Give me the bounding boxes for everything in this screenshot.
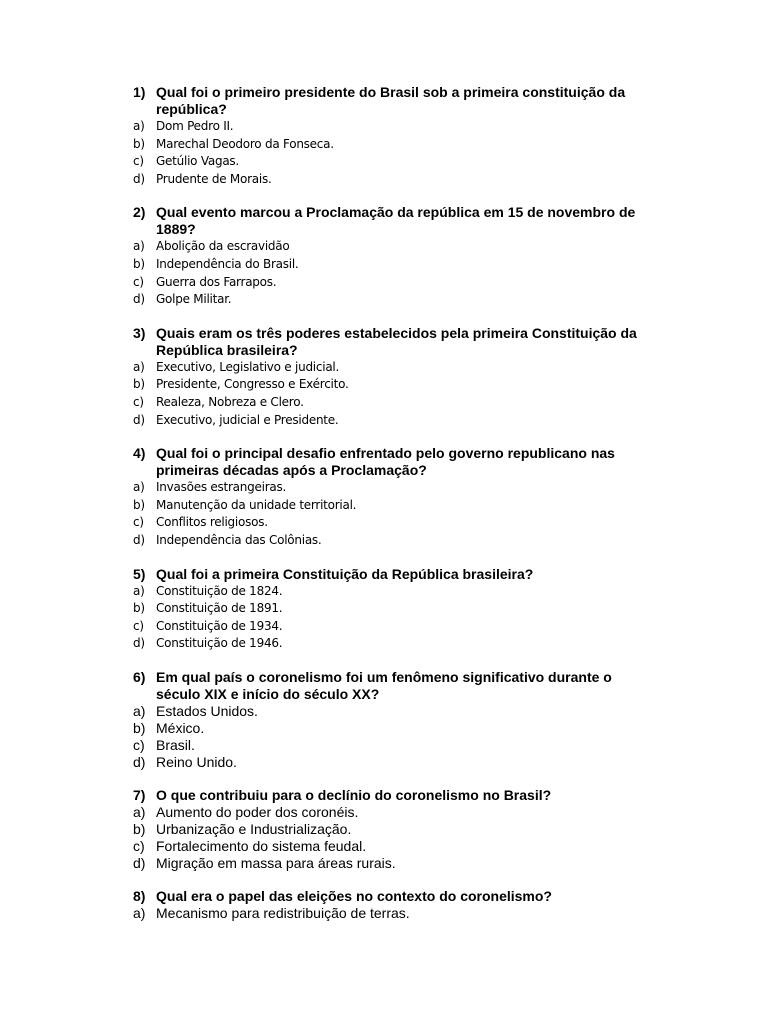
option-text: Mecanismo para redistribuição de terras.	[156, 904, 410, 921]
option-text: México.	[156, 719, 205, 736]
answer-option	[0, 171, 768, 189]
option-letter: a)	[133, 119, 145, 133]
answer-option	[0, 514, 768, 532]
question-header	[0, 787, 768, 804]
question-text: Qual era o papel das eleições no contexto do coronelismo?	[156, 887, 552, 904]
question-number: 5)	[133, 565, 146, 582]
question-text: Qual foi o principal desafio enfrentado pelo governo republicano nas primeiras décadas após a Proclamação?	[156, 445, 615, 479]
option-letter: b)	[133, 256, 145, 271]
answer-option	[0, 635, 768, 653]
answer-option	[0, 905, 768, 922]
option-text: Estados Unidos.	[156, 702, 258, 719]
option-letter: a)	[133, 359, 145, 374]
option-letter: d)	[133, 854, 146, 871]
option-letter: b)	[133, 820, 146, 837]
question-header	[0, 669, 768, 703]
question-list	[0, 84, 768, 938]
question-text: Qual foi o primeiro presidente do Brasil sob a primeira constituição da república?	[156, 84, 626, 117]
answer-option	[0, 618, 768, 636]
question-number: 4)	[133, 445, 146, 462]
answer-option	[0, 583, 768, 601]
option-text: Marechal Deodoro da Fonseca.	[156, 136, 334, 151]
answer-option	[0, 600, 768, 618]
option-text: Constituição de 1824.	[156, 583, 283, 598]
question-1	[0, 84, 768, 188]
option-text: Fortalecimento do sistema feudal.	[156, 837, 367, 854]
answer-option	[0, 804, 768, 821]
option-text: Guerra dos Farrapos.	[156, 274, 277, 289]
option-text: Presidente, Congresso e Exército.	[156, 377, 349, 392]
question-text: Em qual país o coronelismo foi um fenômeno significativo durante o século XIX e início do século XX?	[156, 668, 612, 702]
option-letter: a)	[133, 803, 146, 820]
answer-option	[0, 274, 768, 292]
option-text: Aumento do poder dos coronéis.	[156, 803, 359, 820]
option-letter: a)	[133, 702, 146, 719]
option-letter: b)	[133, 497, 145, 512]
question-number: 6)	[133, 668, 146, 685]
answer-option	[0, 238, 768, 256]
answer-option	[0, 703, 768, 720]
option-letter: a)	[133, 480, 145, 495]
option-letter: d)	[133, 532, 145, 547]
option-text: Dom Pedro II.	[156, 119, 234, 133]
question-header	[0, 888, 768, 905]
question-text: Quais eram os três poderes estabelecidos pela primeira Constituição da República brasileira?	[156, 324, 637, 358]
option-text: Constituição de 1891.	[156, 601, 283, 616]
answer-option	[0, 737, 768, 754]
option-letter: c)	[133, 515, 144, 530]
option-text: Brasil.	[156, 736, 195, 753]
option-letter: b)	[133, 601, 145, 616]
option-text: Golpe Militar.	[156, 292, 232, 307]
option-letter: c)	[133, 736, 145, 753]
question-number: 7)	[133, 786, 146, 803]
question-number: 1)	[133, 84, 146, 100]
question-3	[0, 325, 768, 429]
question-text: O que contribuiu para o declínio do coronelismo no Brasil?	[156, 786, 552, 803]
question-number: 2)	[133, 204, 146, 221]
answer-option	[0, 394, 768, 412]
answer-option	[0, 291, 768, 309]
question-header	[0, 445, 768, 479]
answer-option	[0, 412, 768, 430]
option-letter: c)	[133, 837, 145, 854]
question-header	[0, 566, 768, 583]
option-text: Getúlio Vagas.	[156, 154, 239, 169]
option-letter: d)	[133, 171, 145, 186]
answer-option	[0, 497, 768, 515]
option-text: Constituição de 1946.	[156, 636, 283, 651]
option-letter: d)	[133, 292, 145, 307]
option-text: Constituição de 1934.	[156, 618, 283, 633]
option-letter: c)	[133, 618, 144, 633]
option-letter: d)	[133, 636, 145, 651]
answer-option	[0, 359, 768, 377]
option-letter: d)	[133, 412, 145, 427]
question-header	[0, 204, 768, 238]
option-letter: b)	[133, 136, 145, 151]
answer-option	[0, 136, 768, 154]
answer-option	[0, 479, 768, 497]
question-text: Qual foi a primeira Constituição da República brasileira?	[156, 565, 534, 582]
question-number: 8)	[133, 887, 146, 904]
option-text: Conflitos religiosos.	[156, 515, 268, 530]
option-text: Independência das Colônias.	[156, 532, 322, 547]
answer-option	[0, 118, 768, 136]
answer-option	[0, 855, 768, 872]
question-7	[0, 787, 768, 872]
question-header	[0, 325, 768, 359]
option-letter: a)	[133, 904, 146, 921]
question-header	[0, 84, 768, 118]
option-letter: c)	[133, 274, 144, 289]
option-letter: b)	[133, 719, 146, 736]
option-letter: d)	[133, 753, 146, 770]
question-number: 3)	[133, 324, 146, 341]
option-letter: a)	[133, 583, 145, 598]
answer-option	[0, 754, 768, 771]
option-text: Independência do Brasil.	[156, 256, 299, 271]
answer-option	[0, 153, 768, 171]
option-text: Urbanização e Industrialização.	[156, 820, 352, 837]
option-letter: c)	[133, 154, 144, 169]
option-text: Abolição da escravidão	[156, 239, 290, 254]
question-5	[0, 566, 768, 653]
option-text: Realeza, Nobreza e Clero.	[156, 394, 304, 409]
option-text: Migração em massa para áreas rurais.	[156, 854, 396, 871]
option-text: Reino Unido.	[156, 753, 237, 770]
option-text: Prudente de Morais.	[156, 171, 272, 186]
answer-option	[0, 256, 768, 274]
answer-option	[0, 821, 768, 838]
option-text: Executivo, Legislativo e judicial.	[156, 359, 340, 374]
question-4	[0, 445, 768, 549]
option-text: Invasões estrangeiras.	[156, 480, 287, 495]
answer-option	[0, 376, 768, 394]
option-text: Executivo, judicial e Presidente.	[156, 412, 339, 427]
option-text: Manutenção da unidade territorial.	[156, 497, 357, 512]
answer-option	[0, 838, 768, 855]
answer-option	[0, 532, 768, 550]
option-letter: a)	[133, 239, 145, 254]
question-6	[0, 669, 768, 771]
question-8	[0, 888, 768, 922]
question-2	[0, 204, 768, 308]
question-text: Qual evento marcou a Proclamação da república em 15 de novembro de 1889?	[156, 204, 636, 238]
answer-option	[0, 720, 768, 737]
option-letter: c)	[133, 394, 144, 409]
option-letter: b)	[133, 377, 145, 392]
